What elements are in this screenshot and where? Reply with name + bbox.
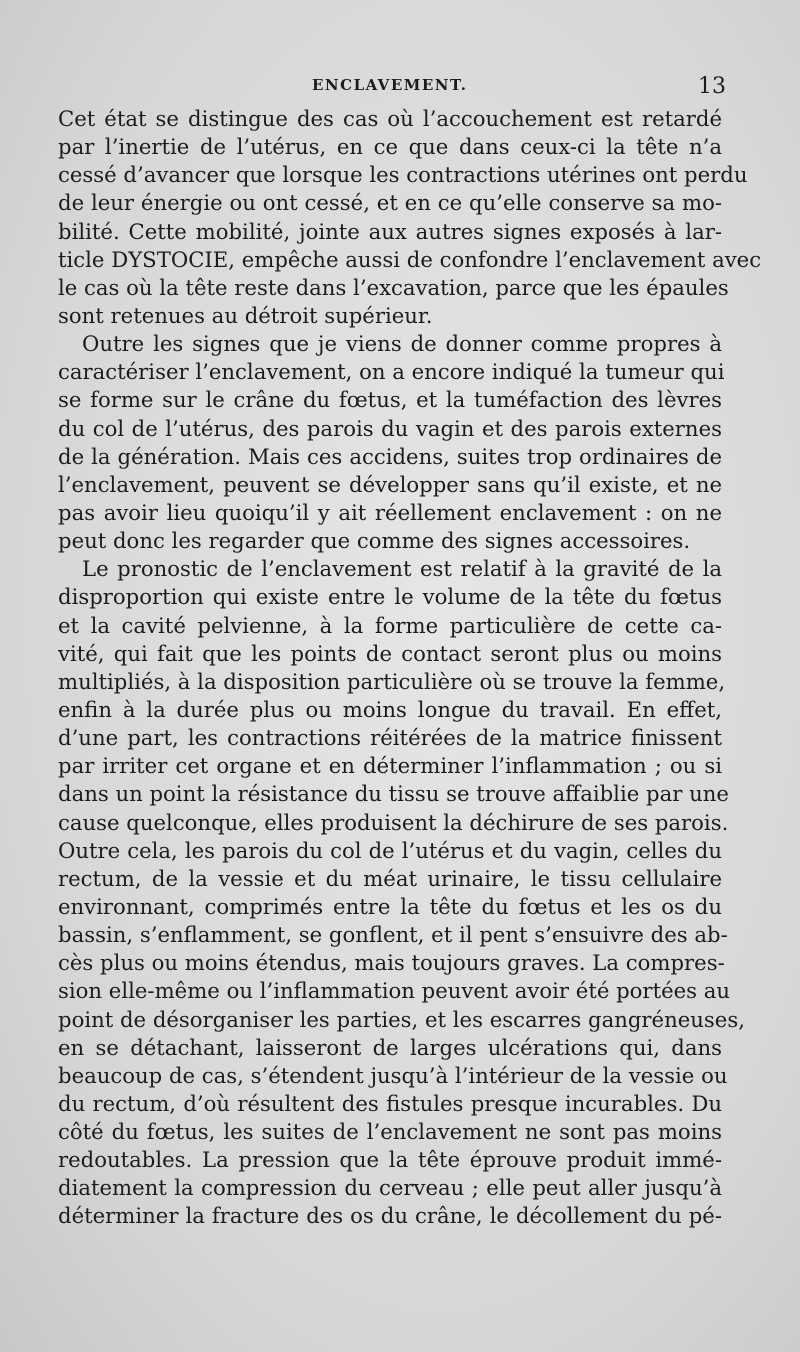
text-line: Outre les signes que je viens de donner comme propres à [82,331,722,357]
text-line: sont retenues au détroit supérieur. [58,302,433,328]
text-line: se forme sur le crâne du fœtus, et la tuméfaction des lèvres [58,387,722,413]
text-line: pas avoir lieu quoiqu’il y ait réellement enclavement : on ne [58,499,722,525]
text-line: de leur énergie ou ont cessé, et en ce qu’elle conserve sa mo- [58,190,722,216]
text-line: par irriter cet organe et en déterminer l’inflammation ; ou si [58,753,722,779]
text-line: du rectum, d’où résultent des fistules presque incurables. Du [58,1090,722,1116]
text-line: en se détachant, laisseront de larges ulcérations qui, dans [58,1034,722,1060]
text-line: dans un point la résistance du tissu se trouve affaiblie par une [58,781,729,807]
text-line: cause quelconque, elles produisent la déchirure de ses parois. [58,809,729,835]
text-line: environnant, comprimés entre la tête du fœtus et les os du [58,893,722,919]
text-line: redoutables. La pression que la tête éprouve produit immé- [58,1147,722,1173]
text-line: disproportion qui existe entre le volume de la tête du fœtus [58,584,722,610]
text-line: beaucoup de cas, s’étendent jusqu’à l’intérieur de la vessie ou [58,1062,728,1088]
page-number: 13 [698,74,726,99]
running-title: ENCLAVEMENT. [312,76,468,94]
text-line: bilité. Cette mobilité, jointe aux autres signes exposés à lar- [58,218,722,244]
text-line: rectum, de la vessie et du méat urinaire, le tissu cellulaire [58,865,722,891]
text-line: vité, qui fait que les points de contact seront plus ou moins [58,640,722,666]
text-line: d’une part, les contractions réitérées de la matrice finissent [58,725,722,751]
text-line: point de désorganiser les parties, et les escarres gangréneuses, [58,1006,745,1032]
text-line: bassin, s’enflamment, se gonflent, et il pent s’ensuivre des ab- [58,922,728,948]
text-line: cès plus ou moins étendus, mais toujours graves. La compres- [58,950,725,976]
text-line: ticle DYSTOCIE, empêche aussi de confondre l’enclavement avec [58,246,762,272]
text-line: multipliés, à la disposition particulière où se trouve la femme, [58,668,726,694]
text-line: diatement la compression du cerveau ; elle peut aller jusqu’à [58,1175,722,1201]
page-header [60,76,726,102]
body-text [58,105,762,1231]
text-line: cessé d’avancer que lorsque les contractions utérines ont perdu [58,162,748,188]
text-line: déterminer la fracture des os du crâne, le décollement du pé- [58,1203,722,1229]
text-line: caractériser l’enclavement, on a encore indiqué la tumeur qui [58,359,725,385]
text-line: Le pronostic de l’enclavement est relatif à la gravité de la [82,556,722,582]
text-line: le cas où la tête reste dans l’excavation, parce que les épaules [58,274,729,300]
text-line: enfin à la durée plus ou moins longue du travail. En effet, [58,696,722,722]
paragraph [58,330,725,555]
text-line: peut donc les regarder que comme des signes accessoires. [58,528,691,554]
paragraph [58,555,745,1230]
text-line: et la cavité pelvienne, à la forme particulière de cette ca- [58,612,722,638]
text-line: par l’inertie de l’utérus, en ce que dans ceux-ci la tête n’a [58,134,722,160]
text-line: Cet état se distingue des cas où l’accouchement est retardé [58,106,722,131]
text-line: sion elle-même ou l’inflammation peuvent avoir été portées au [58,978,731,1004]
text-line: de la génération. Mais ces accidens, suites trop ordinaires de [58,443,722,469]
text-line: Outre cela, les parois du col de l’utérus et du vagin, celles du [58,837,722,863]
paragraph [58,105,762,330]
text-line: l’enclavement, peuvent se développer sans qu’il existe, et ne [58,471,722,497]
text-line: côté du fœtus, les suites de l’enclavement ne sont pas moins [58,1119,722,1145]
text-line: du col de l’utérus, des parois du vagin et des parois externes [58,415,722,441]
